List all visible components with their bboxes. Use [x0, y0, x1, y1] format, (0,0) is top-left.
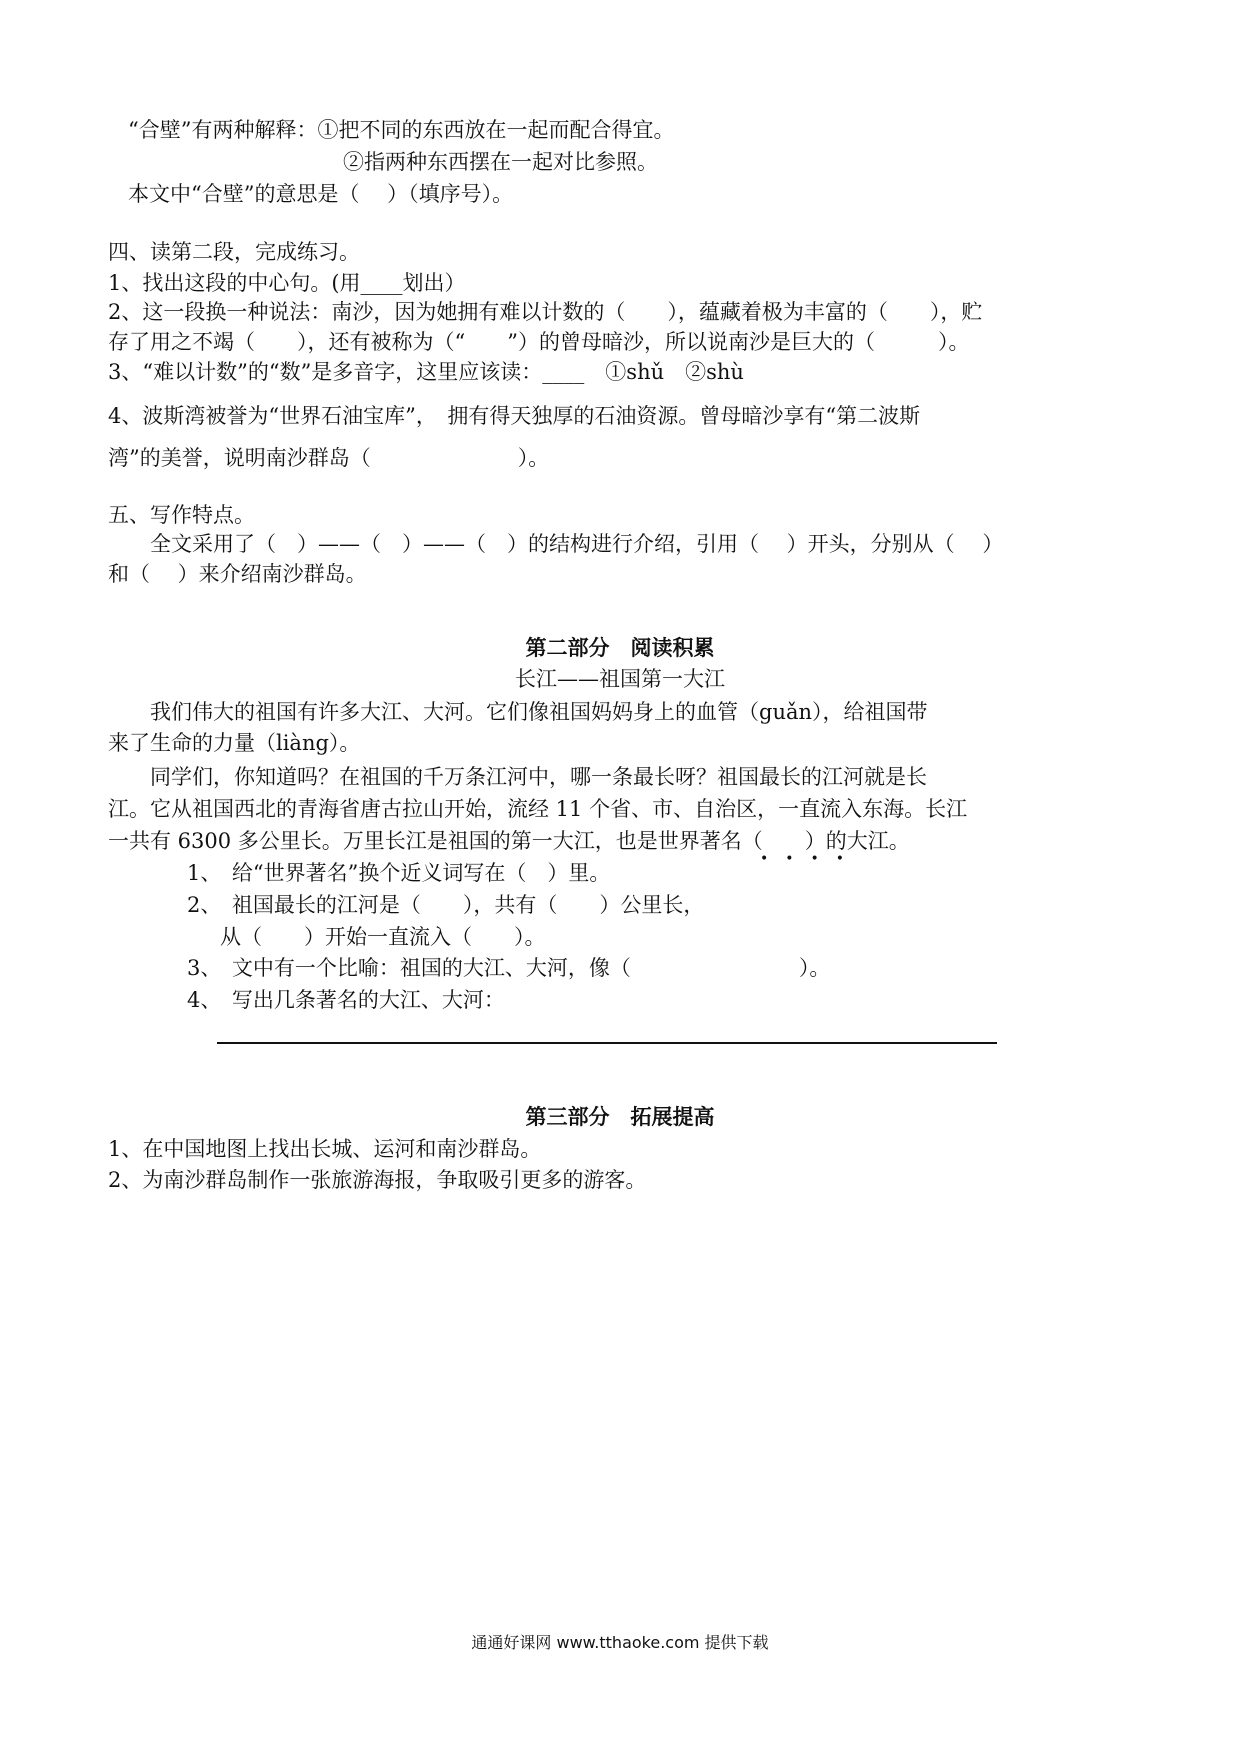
part-2-question-4: 4、 写出几条著名的大江、大河：	[187, 988, 505, 1012]
emphasis-dots: ••••	[760, 851, 862, 867]
part-2-question-2-line-1: 2、 祖国最长的江河是（ ），共有（ ）公里长，	[187, 893, 705, 917]
footer-credit: 通通好课网 www.tthaoke.com 提供下载	[471, 1633, 769, 1652]
part-2-heading: 第二部分 阅读积累	[525, 636, 715, 660]
passage-paragraph-2-line-2: 江。它从祖国西北的青海省唐古拉山开始，流经 11 个省、市、自治区，一直流入东海。长江	[108, 797, 968, 821]
part-2-question-2-line-2: 从（ ）开始一直流入（ ）。	[220, 925, 546, 949]
definition-question: 本文中“合壁”的意思是（ ）（填序号）。	[128, 182, 514, 206]
part-3-item-2: 2、为南沙群岛制作一张旅游海报，争取吸引更多的游客。	[108, 1168, 647, 1192]
section-4-question-1: 1、找出这段的中心句。(用____划出）	[108, 271, 466, 295]
section-5-line-1: 全文采用了（ ）——（ ）——（ ）的结构进行介绍，引用（ ）开头，分别从（ ）	[150, 532, 1004, 556]
part-2-question-3: 3、 文中有一个比喻：祖国的大江、大河，像（ ）。	[187, 956, 831, 980]
part-3-item-1: 1、在中国地图上找出长城、运河和南沙群岛。	[108, 1137, 542, 1161]
section-4-question-4-line-1: 4、波斯湾被誉为“世界石油宝库”， 拥有得天独厚的石油资源。曾母暗沙享有“第二波斯	[108, 404, 921, 428]
part-2-question-1: 1、 给“世界著名”换个近义词写在（ ）里。	[187, 861, 611, 885]
answer-line	[217, 1042, 997, 1044]
section-5-line-2: 和（ ）来介绍南沙群岛。	[108, 562, 367, 586]
passage-paragraph-1-line-1: 我们伟大的祖国有许多大江、大河。它们像祖国妈妈身上的血管（guǎn），给祖国带	[150, 700, 928, 724]
section-4-question-3: 3、“难以计数”的“数”是多音字，这里应该读：____ ①shǔ ②shù	[108, 360, 744, 384]
definition-line-2: ②指两种东西摆在一起对比参照。	[343, 150, 658, 174]
definition-line-1: “合壁”有两种解释：①把不同的东西放在一起而配合得宜。	[128, 118, 675, 142]
section-4-heading: 四、读第二段，完成练习。	[108, 240, 360, 264]
passage-paragraph-2-line-1: 同学们，你知道吗？在祖国的千万条江河中，哪一条最长呀？祖国最长的江河就是长	[150, 765, 927, 789]
passage-title: 长江——祖国第一大江	[515, 667, 725, 691]
section-5-heading: 五、写作特点。	[108, 503, 255, 527]
section-4-question-2-line-1: 2、这一段换一种说法：南沙，因为她拥有难以计数的（ ），蕴藏着极为丰富的（ ），贮	[108, 300, 983, 324]
passage-paragraph-2-line-3: 一共有 6300 多公里长。万里长江是祖国的第一大江，也是世界著名（ ）的大江。	[108, 829, 910, 853]
section-4-question-2-line-2: 存了用之不竭（ ），还有被称为（“ ”）的曾母暗沙，所以说南沙是巨大的（ ）。	[108, 330, 970, 354]
part-3-heading: 第三部分 拓展提高	[525, 1105, 715, 1129]
passage-paragraph-1-line-2: 来了生命的力量（liàng）。	[108, 731, 361, 755]
section-4-question-4-line-2: 湾”的美誉，说明南沙群岛（ ）。	[108, 446, 550, 470]
